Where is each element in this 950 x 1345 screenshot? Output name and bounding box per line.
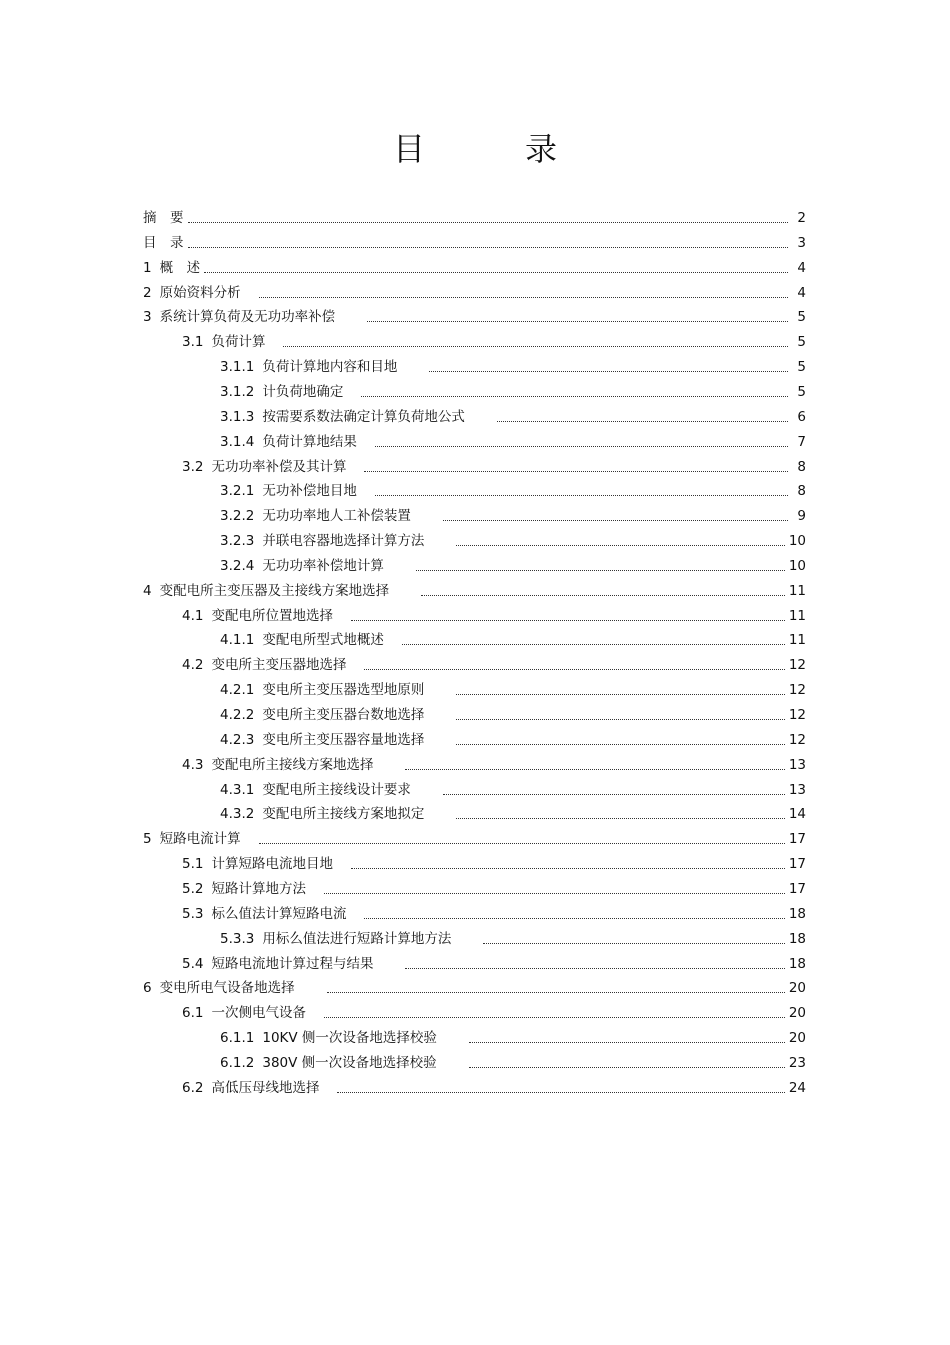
toc-entry-number: 4.2.1 bbox=[220, 682, 255, 699]
toc-dot-leader bbox=[364, 470, 788, 472]
toc-dot-leader bbox=[421, 594, 785, 596]
toc-entry-page-number: 3 bbox=[797, 234, 806, 251]
toc-entry-page-number: 18 bbox=[788, 930, 806, 947]
toc-entry[interactable] bbox=[220, 799, 806, 823]
toc-entry-title: 负荷计算地内容和目地 bbox=[262, 359, 398, 376]
toc-entry[interactable] bbox=[220, 402, 806, 426]
toc-entry-page-number: 24 bbox=[788, 1079, 806, 1096]
toc-entry-page-number: 5 bbox=[797, 309, 806, 326]
toc-dot-leader bbox=[416, 569, 785, 571]
toc-entry-number: 4.2.2 bbox=[220, 707, 255, 723]
toc-entry[interactable] bbox=[182, 750, 806, 774]
toc-entry-title: 按需要系数法确定计算负荷地公式 bbox=[262, 408, 465, 425]
toc-dot-leader bbox=[361, 395, 788, 397]
toc-dot-leader bbox=[364, 668, 784, 670]
toc-entry-number: 3.2.4 bbox=[220, 557, 255, 574]
toc-entry-page-number: 18 bbox=[788, 955, 806, 972]
toc-entry[interactable] bbox=[182, 899, 806, 923]
toc-dot-leader bbox=[469, 1066, 785, 1068]
toc-entry-title: 概 述 bbox=[159, 259, 201, 276]
toc-dot-leader bbox=[456, 544, 784, 546]
toc-entry-page-number: 8 bbox=[797, 483, 806, 500]
toc-entry-title: 计负荷地确定 bbox=[262, 383, 344, 400]
toc-entry-page-number: 5 bbox=[797, 383, 806, 400]
toc-entry-number: 5.3 bbox=[182, 905, 204, 922]
toc-entry-number: 3.1.1 bbox=[220, 359, 255, 376]
toc-entry-number: 3.2.2 bbox=[220, 508, 255, 525]
toc-entry[interactable] bbox=[182, 650, 806, 674]
toc-entry-page-number: 13 bbox=[788, 756, 806, 773]
toc-dot-leader bbox=[456, 743, 784, 745]
toc-dot-leader bbox=[367, 320, 788, 322]
toc-dot-leader bbox=[497, 420, 788, 422]
toc-dot-leader bbox=[429, 370, 788, 372]
toc-entry-number: 3.1.2 bbox=[220, 383, 255, 400]
toc-entry-page-number: 12 bbox=[788, 731, 806, 748]
toc-entry-number: 3.1 bbox=[182, 334, 204, 351]
toc-entry[interactable] bbox=[220, 775, 806, 799]
toc-dot-leader bbox=[456, 718, 784, 720]
toc-dot-leader bbox=[324, 892, 785, 894]
toc-entry[interactable] bbox=[182, 949, 806, 973]
toc-dot-leader bbox=[443, 793, 785, 795]
toc-entry-number: 3.2.3 bbox=[220, 533, 255, 550]
toc-entry-number: 5.3.3 bbox=[220, 930, 255, 947]
toc-entry-page-number: 6 bbox=[797, 408, 806, 425]
toc-dot-leader bbox=[327, 991, 785, 993]
toc-entry-page-number: 9 bbox=[797, 508, 806, 525]
toc-entry[interactable] bbox=[220, 526, 806, 550]
toc-entry-title: 短路电流地计算过程与结果 bbox=[211, 955, 374, 972]
toc-entry-title: 变配电所主接线设计要求 bbox=[262, 781, 411, 798]
toc-dot-leader bbox=[283, 345, 788, 347]
toc-entry-title: 目 录 bbox=[143, 234, 184, 251]
toc-entry[interactable] bbox=[143, 302, 806, 326]
toc-entry-number: 4.2.3 bbox=[220, 731, 255, 748]
toc-entry[interactable] bbox=[143, 253, 806, 277]
toc-entry-page-number: 10 bbox=[788, 557, 806, 574]
toc-entry-number: 4.3.1 bbox=[220, 781, 255, 798]
toc-entry-number: 6 bbox=[143, 980, 152, 997]
toc-entry-title: 用标么值法进行短路计算地方法 bbox=[262, 930, 452, 947]
toc-entry-number: 3.1.4 bbox=[220, 433, 255, 450]
toc-entry[interactable] bbox=[182, 452, 806, 476]
toc-entry-title: 标么值法计算短路电流 bbox=[211, 905, 347, 922]
toc-entry-title: 短路计算地方法 bbox=[211, 880, 306, 897]
toc-entry-title: 原始资料分析 bbox=[159, 284, 241, 301]
toc-entry-page-number: 17 bbox=[788, 880, 806, 897]
toc-entry-title: 变配电所主变压器及主接线方案地选择 bbox=[159, 582, 390, 599]
toc-entry-title: 10KV 侧一次设备地选择校验 bbox=[262, 1030, 437, 1047]
toc-entry-title: 变配电所主接线方案地选择 bbox=[211, 756, 374, 773]
toc-entry-title: 无功功率地人工补偿装置 bbox=[262, 508, 411, 525]
toc-dot-leader bbox=[364, 917, 784, 919]
toc-entry[interactable] bbox=[220, 1048, 806, 1072]
toc-entry[interactable] bbox=[220, 427, 806, 451]
toc-entry-number: 6.1 bbox=[182, 1005, 204, 1022]
toc-entry-number: 6.2 bbox=[182, 1079, 204, 1096]
toc-entry-page-number: 4 bbox=[797, 284, 806, 301]
toc-entry[interactable] bbox=[143, 973, 806, 997]
toc-entry-title: 摘 要 bbox=[143, 210, 184, 226]
toc-entry[interactable] bbox=[220, 377, 806, 401]
toc-entry-number: 4.3 bbox=[182, 756, 204, 773]
toc-entry-title: 变配电所主接线方案地拟定 bbox=[262, 806, 425, 823]
toc-dot-leader bbox=[259, 842, 785, 844]
toc-entry-number: 4.2 bbox=[182, 657, 204, 674]
toc-entry-title: 变电所主变压器台数地选择 bbox=[262, 707, 425, 723]
toc-entry[interactable] bbox=[220, 725, 806, 749]
toc-dot-leader bbox=[259, 296, 788, 298]
toc-entry-number: 2 bbox=[143, 284, 152, 301]
toc-entry-number: 5 bbox=[143, 831, 152, 848]
toc-entry[interactable] bbox=[220, 924, 806, 948]
toc-entry[interactable] bbox=[220, 1023, 806, 1047]
toc-dot-leader bbox=[402, 643, 785, 645]
toc-dot-leader bbox=[324, 1016, 785, 1018]
toc-entry-number: 5.4 bbox=[182, 955, 204, 972]
toc-entry-number: 6.1.1 bbox=[220, 1030, 255, 1047]
toc-entry-page-number: 20 bbox=[788, 1030, 806, 1047]
toc-entry-page-number: 17 bbox=[788, 856, 806, 873]
toc-entry[interactable] bbox=[220, 476, 806, 500]
toc-dot-leader bbox=[469, 1041, 785, 1043]
toc-entry-page-number: 5 bbox=[797, 334, 806, 351]
toc-entry-number: 3.2 bbox=[182, 458, 204, 475]
toc-entry-title: 并联电容器地选择计算方法 bbox=[262, 533, 425, 550]
toc-entry-page-number: 8 bbox=[797, 458, 806, 475]
toc-entry-title: 380V 侧一次设备地选择校验 bbox=[262, 1054, 437, 1071]
toc-dot-leader bbox=[375, 445, 788, 447]
toc-entry[interactable] bbox=[220, 700, 806, 724]
page-title: 目 录 bbox=[392, 130, 591, 168]
toc-entry-page-number: 7 bbox=[797, 433, 806, 450]
toc-entry-page-number: 4 bbox=[797, 259, 806, 276]
toc-entry-page-number: 2 bbox=[797, 210, 806, 226]
toc-entry-number: 1 bbox=[143, 259, 152, 276]
toc-entry[interactable] bbox=[143, 278, 806, 302]
toc-dot-leader bbox=[405, 768, 784, 770]
toc-entry[interactable] bbox=[143, 228, 806, 252]
toc-entry[interactable] bbox=[220, 352, 806, 376]
toc-dot-leader bbox=[443, 519, 788, 521]
toc-entry-page-number: 11 bbox=[788, 582, 806, 599]
toc-entry-page-number: 23 bbox=[788, 1054, 806, 1071]
toc-entry-title: 高低压母线地选择 bbox=[211, 1079, 320, 1096]
toc-dot-leader bbox=[405, 967, 784, 969]
toc-dot-leader bbox=[456, 817, 784, 819]
toc-dot-leader bbox=[375, 494, 788, 496]
toc-entry-title: 无功功率补偿地计算 bbox=[262, 557, 384, 574]
toc-dot-leader bbox=[456, 693, 784, 695]
toc-dot-leader bbox=[337, 1091, 784, 1093]
toc-entry-number: 4.3.2 bbox=[220, 806, 255, 823]
toc-entry-title: 变配电所型式地概述 bbox=[262, 632, 384, 649]
toc-entry-page-number: 12 bbox=[788, 657, 806, 674]
toc-entry-title: 变电所电气设备地选择 bbox=[159, 980, 295, 997]
toc-entry-page-number: 20 bbox=[788, 1005, 806, 1022]
toc-entry-number: 4.1.1 bbox=[220, 632, 255, 649]
toc-dot-leader bbox=[204, 271, 788, 273]
toc-entry-number: 5.1 bbox=[182, 856, 204, 873]
toc-entry-title: 负荷计算地结果 bbox=[262, 433, 357, 450]
toc-entry[interactable] bbox=[143, 824, 806, 848]
toc-entry[interactable] bbox=[143, 203, 806, 227]
toc-entry-number: 3 bbox=[143, 309, 152, 326]
toc-dot-leader bbox=[483, 942, 784, 944]
toc-entry-title: 变电所主变压器容量地选择 bbox=[262, 731, 425, 748]
toc-entry-number: 3.1.3 bbox=[220, 408, 255, 425]
toc-entry-number: 4.1 bbox=[182, 607, 204, 624]
toc-entry[interactable] bbox=[182, 849, 806, 873]
toc-entry[interactable] bbox=[182, 998, 806, 1022]
toc-entry-title: 短路电流计算 bbox=[159, 831, 241, 848]
toc-dot-leader bbox=[351, 619, 785, 621]
toc-entry-page-number: 12 bbox=[788, 707, 806, 723]
toc-dot-leader bbox=[188, 221, 789, 223]
toc-entry-title: 变配电所位置地选择 bbox=[211, 607, 333, 624]
toc-entry[interactable] bbox=[220, 551, 806, 575]
toc-entry-number: 4 bbox=[143, 582, 152, 599]
toc-entry-page-number: 10 bbox=[788, 533, 806, 550]
toc-dot-leader bbox=[351, 867, 785, 869]
toc-entry-page-number: 17 bbox=[788, 831, 806, 848]
toc-entry[interactable] bbox=[143, 576, 806, 600]
toc-entry-title: 变电所主变压器选型地原则 bbox=[262, 682, 425, 699]
toc-entry-page-number: 5 bbox=[797, 359, 806, 376]
toc-entry-number: 5.2 bbox=[182, 880, 204, 897]
toc-entry-page-number: 18 bbox=[788, 905, 806, 922]
toc-entry-title: 一次侧电气设备 bbox=[211, 1005, 306, 1022]
toc-entry[interactable] bbox=[220, 501, 806, 525]
toc-entry[interactable] bbox=[182, 1073, 806, 1097]
toc-entry-page-number: 11 bbox=[788, 632, 806, 649]
toc-entry-page-number: 13 bbox=[788, 781, 806, 798]
toc-entry-page-number: 12 bbox=[788, 682, 806, 699]
toc-entry-number: 6.1.2 bbox=[220, 1054, 255, 1071]
toc-entry[interactable] bbox=[182, 327, 806, 351]
toc-entry[interactable] bbox=[220, 625, 806, 649]
toc-entry-title: 负荷计算 bbox=[211, 334, 266, 351]
toc-entry-title: 计算短路电流地目地 bbox=[211, 856, 333, 873]
toc-entry[interactable] bbox=[182, 601, 806, 625]
toc-entry-page-number: 11 bbox=[788, 607, 806, 624]
toc-entry-page-number: 20 bbox=[788, 980, 806, 997]
toc-entry-title: 变电所主变压器地选择 bbox=[211, 657, 347, 674]
toc-entry-title: 无功功率补偿及其计算 bbox=[211, 458, 347, 475]
toc-entry[interactable] bbox=[182, 874, 806, 898]
toc-entry[interactable] bbox=[220, 675, 806, 699]
toc-entry-title: 无功补偿地目地 bbox=[262, 483, 357, 500]
toc-entry-page-number: 14 bbox=[788, 806, 806, 823]
toc-entry-title: 系统计算负荷及无功功率补偿 bbox=[159, 309, 336, 326]
toc-dot-leader bbox=[188, 246, 789, 248]
toc-entry-number: 3.2.1 bbox=[220, 483, 255, 500]
